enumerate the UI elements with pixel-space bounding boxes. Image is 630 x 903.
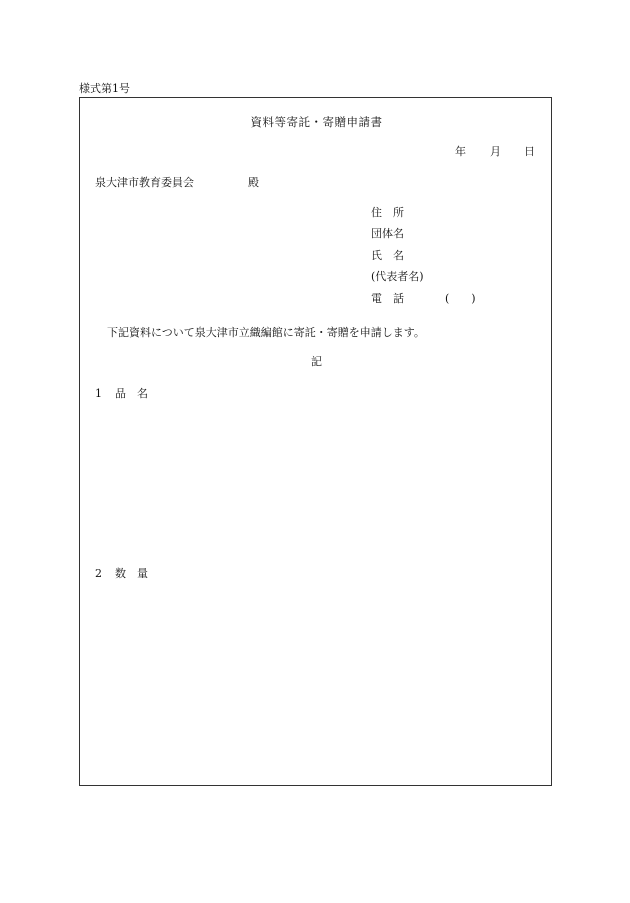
item-quantity: [95, 568, 148, 579]
representative-label: (代表者名): [371, 270, 424, 283]
addressee-honorific: 殿: [248, 176, 259, 189]
applicant-name-label: 氏 名: [371, 249, 404, 262]
address-label: 住 所: [371, 206, 404, 219]
form-title: 資料等寄託・寄贈申請書: [250, 115, 383, 129]
phone-parentheses: ( ): [445, 292, 476, 305]
date-year-label: 年: [455, 145, 466, 158]
item-number: 2: [95, 567, 102, 580]
addressee-name: 泉大津市教育委員会: [95, 176, 194, 189]
item-label: 数 量: [115, 567, 148, 580]
request-statement: 下記資料について泉大津市立織編館に寄託・寄贈を申請します。: [107, 326, 425, 339]
item-number: 1: [95, 387, 102, 400]
item-label: 品 名: [115, 387, 148, 400]
phone-label: 電 話: [371, 292, 404, 305]
date-day-label: 日: [524, 145, 535, 158]
item-product-name: [95, 388, 148, 399]
ki-heading: 記: [311, 355, 322, 368]
form-number: 様式第1号: [79, 82, 130, 95]
date-month-label: 月: [490, 145, 501, 158]
group-name-label: 団体名: [371, 227, 404, 240]
application-form-frame: [79, 97, 552, 786]
